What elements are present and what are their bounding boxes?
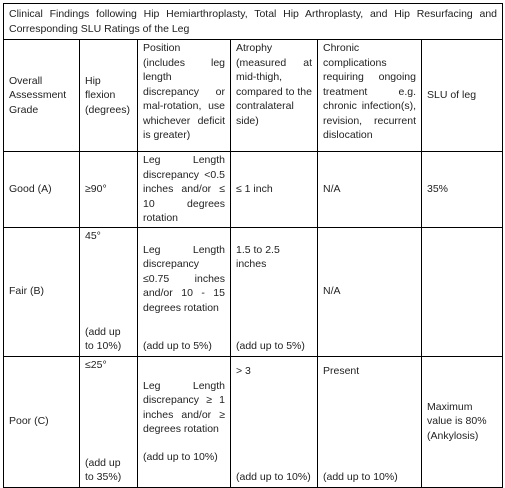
header-row — [4, 40, 503, 152]
atrophy-poor: > 3 — [236, 364, 251, 377]
complications-good: N/A — [318, 152, 422, 228]
caption-row — [4, 4, 503, 40]
table-row-fair — [4, 227, 503, 356]
table-row-poor — [4, 356, 503, 487]
grade-good: Good (A) — [4, 152, 80, 228]
atrophy-good: ≤ 1 inch — [231, 152, 318, 228]
slu-fair — [422, 227, 503, 356]
clinical-findings-table — [3, 3, 503, 488]
table-row-good — [4, 152, 503, 228]
position-good: Leg Length discrepancy <0.5 inches and/or ≤ 10 degrees rotation — [138, 152, 231, 228]
complications-poor-note: (add up to 10%) — [323, 471, 398, 483]
header-grade: Overall Assessment Grade — [4, 40, 80, 152]
position-poor-note: (add up to 10%) — [143, 450, 218, 463]
flexion-poor: ≤25° — [85, 358, 107, 371]
flexion-fair-note: (add up to 10%) — [85, 325, 122, 352]
flexion-good: ≥90° — [80, 152, 138, 228]
header-position: Position (includes leg length discrepancy or mal-rotation, use whichever deficit is greater) — [138, 40, 231, 152]
atrophy-poor-note: (add up to 10%) — [236, 471, 311, 483]
document-table-container — [3, 3, 502, 482]
atrophy-fair-note: (add up to 5%) — [236, 340, 305, 352]
atrophy-fair-cell — [231, 227, 318, 356]
header-atrophy: Atrophy (measured at mid-thigh, compared to the contralateral side) — [231, 40, 318, 152]
flexion-poor-note: (add up to 35%) — [85, 456, 122, 483]
header-complications: Chronic complications requiring ongoing treatment e.g. chronic infection(s), revision, recurrent dislocation — [318, 40, 422, 152]
grade-poor: Poor (C) — [4, 356, 80, 487]
complications-poor: Present — [323, 364, 360, 377]
slu-good: 35% — [422, 152, 503, 228]
flexion-poor-cell — [80, 356, 138, 487]
complications-poor-cell — [318, 356, 422, 487]
complications-fair: N/A — [318, 227, 422, 356]
table-caption: Clinical Findings following Hip Hemiarthroplasty, Total Hip Arthroplasty, and Hip Resurfacing and Corresponding SLU Ratings of the Leg — [4, 4, 503, 40]
position-fair: Leg Length discrepancy ≤0.75 inches and/or 10 - 15 degrees rotation — [143, 243, 225, 314]
flexion-fair: 45° — [85, 229, 101, 242]
position-fair-cell — [138, 227, 231, 356]
atrophy-fair: 1.5 to 2.5 inches — [236, 243, 280, 270]
atrophy-poor-cell — [231, 356, 318, 487]
position-poor-cell — [138, 356, 231, 487]
position-fair-note: (add up to 5%) — [143, 340, 212, 352]
grade-fair: Fair (B) — [4, 227, 80, 356]
position-poor: Leg Length discrepancy ≥ 1 inches and/or ≥ degrees rotation — [143, 379, 225, 435]
slu-poor: Maximum value is 80% (Ankylosis) — [422, 356, 503, 487]
header-hip-flexion: Hip flexion (degrees) — [80, 40, 138, 152]
flexion-fair-cell — [80, 227, 138, 356]
header-slu: SLU of leg — [422, 40, 503, 152]
